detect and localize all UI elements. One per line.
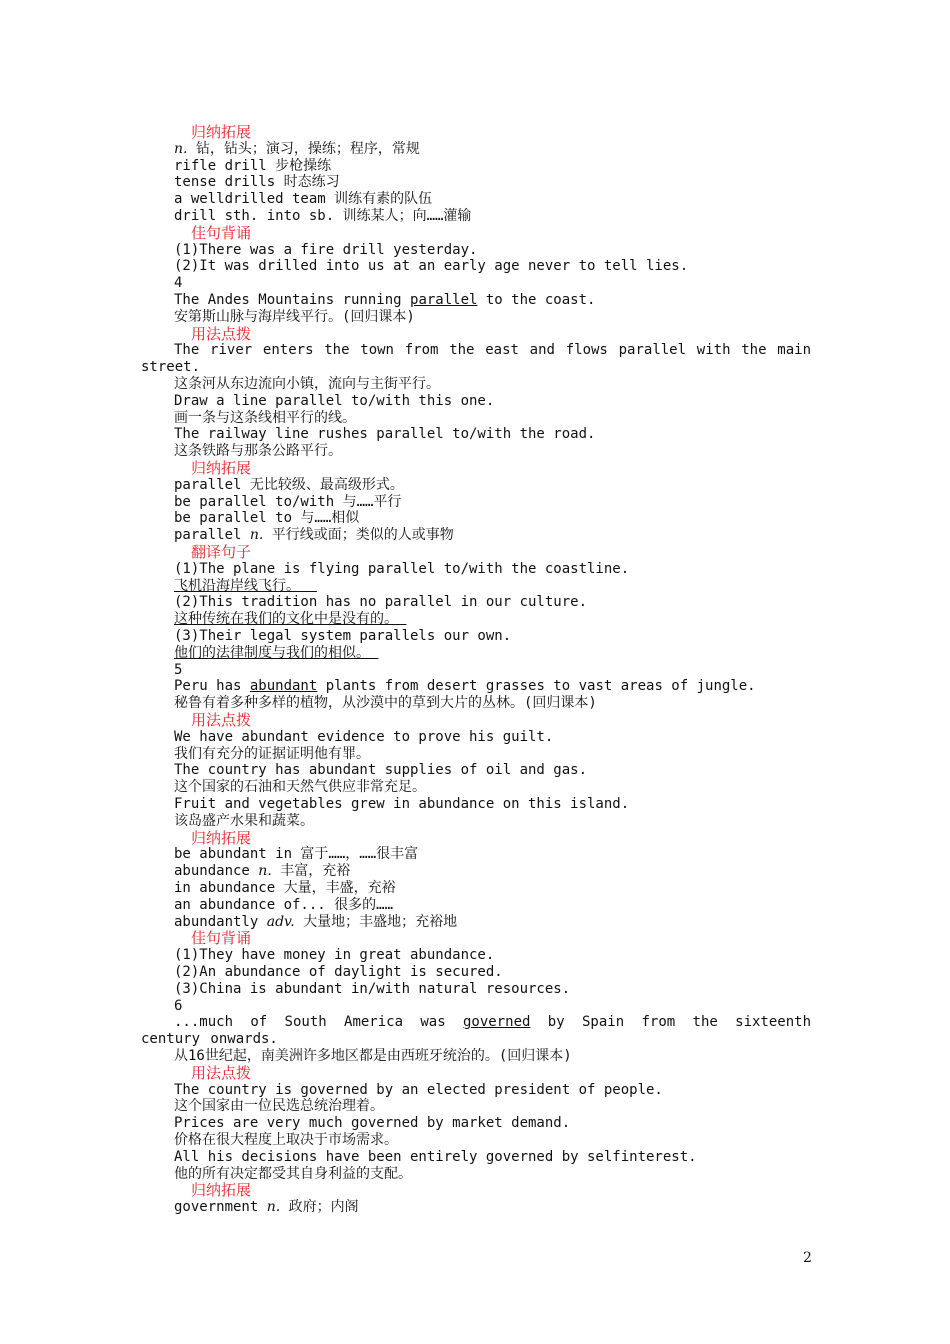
text-line (174, 527, 814, 544)
text-line (141, 1014, 811, 1048)
text-segment: 归纳拓展 (191, 828, 252, 847)
text-line (174, 594, 814, 611)
text-segment: (3)China is abundant in/with natural resources. (174, 980, 571, 997)
text-line (174, 158, 814, 175)
text-segment: (1)There was a fire drill yesterday. (174, 241, 478, 258)
text-segment: parallel (174, 527, 250, 544)
text-line (174, 914, 814, 931)
text-segment: (2)It was drilled into us at an early age never to tell lies. (174, 258, 689, 275)
text-segment: plants from desert grasses to vast areas of jungle. (317, 678, 756, 695)
text-segment: parallel 无比较级、最高级形式。 (174, 476, 404, 493)
text-segment: (1)The plane is flying parallel to/with the coastline. (174, 560, 630, 577)
text-segment: ...much of South America was (174, 1014, 463, 1031)
text-segment: tense drills 时态练习 (174, 174, 340, 191)
text-line (174, 998, 814, 1015)
text-line (174, 1149, 814, 1166)
text-line (174, 746, 814, 763)
text-segment: Prices are very much governed by market demand. (174, 1115, 571, 1132)
text-line (174, 1115, 814, 1132)
text-segment: be abundant in 富于……，……很丰富 (174, 846, 419, 863)
text-segment: (2)An abundance of daylight is secured. (174, 964, 503, 980)
text-line (174, 611, 814, 628)
page-number: 2 (803, 1250, 812, 1266)
text-line (174, 510, 814, 527)
text-segment: to the coast. (477, 292, 596, 308)
text-line (174, 275, 814, 292)
text-line (174, 561, 814, 578)
text-segment: 归纳拓展 (191, 1181, 252, 1200)
text-segment: The country has abundant supplies of oil and gas. (174, 762, 588, 779)
text-line (174, 779, 814, 796)
text-line (174, 477, 814, 494)
text-segment: governed (463, 1014, 531, 1031)
text-line (174, 863, 814, 880)
text-segment: 4 (174, 275, 183, 292)
text-line (174, 393, 814, 410)
text-line (174, 426, 814, 443)
text-segment: a welldrilled team 训练有素的队伍 (174, 191, 433, 208)
text-segment: n. (266, 1199, 281, 1216)
text-segment: 用法点拨 (191, 324, 252, 343)
text-segment: in abundance 大量，丰盛，充裕 (174, 880, 396, 896)
text-segment: 用法点拨 (191, 711, 252, 729)
text-segment: 这个国家的石油和天然气供应非常充足。 (174, 779, 426, 796)
text-line (174, 1132, 814, 1149)
text-segment: 秘鲁有着多种多样的植物，从沙漠中的草到大片的丛林。(回归课本) (174, 695, 597, 712)
text-segment: abundance (174, 863, 259, 880)
section-heading (191, 930, 831, 947)
text-line (174, 846, 814, 863)
section-heading (191, 326, 831, 343)
text-line (174, 947, 814, 964)
text-segment: All his decisions have been entirely governed by selfinterest. (174, 1148, 697, 1165)
text-line (174, 678, 814, 695)
text-line (174, 1098, 814, 1115)
text-segment: 归纳拓展 (191, 123, 252, 141)
text-line (174, 796, 814, 813)
text-segment: 丰富，充裕 (271, 863, 351, 880)
text-line (174, 628, 814, 645)
text-line (174, 141, 814, 158)
text-segment: 从16世纪起，南美洲许多地区都是由西班牙统治的。(回归课本) (174, 1048, 572, 1064)
text-segment: 安第斯山脉与海岸线平行。(回归课本) (174, 308, 415, 325)
text-segment: be parallel to/with 与……平行 (174, 493, 402, 510)
text-line (174, 897, 814, 914)
text-line (141, 342, 811, 376)
section-heading (191, 712, 831, 729)
text-segment: (1)They have money in great abundance. (174, 947, 495, 964)
text-line (174, 880, 814, 897)
text-segment: n. (249, 527, 264, 544)
text-segment: 政府；内阁 (280, 1199, 359, 1216)
section-heading (191, 1065, 831, 1082)
section-heading (191, 124, 831, 141)
text-line (174, 762, 814, 779)
text-line (174, 813, 814, 830)
text-segment: 该岛盛产水果和蔬菜。 (174, 812, 314, 829)
text-segment: 画一条与这条线相平行的线。 (174, 409, 356, 426)
text-segment: 我们有充分的证据证明他有罪。 (174, 745, 370, 762)
text-segment: 大量地；丰盛地；充裕地 (294, 913, 458, 930)
text-line (174, 1199, 814, 1216)
text-line (174, 443, 814, 460)
text-segment: abundant (249, 678, 318, 695)
text-segment: abundantly (174, 913, 267, 930)
text-segment: The country is governed by an elected president of people. (174, 1081, 663, 1098)
text-line (174, 662, 814, 679)
text-segment: 他们的法律制度与我们的相似。 (174, 644, 379, 661)
text-segment: rifle drill 步枪操练 (174, 157, 332, 174)
text-line (174, 208, 814, 225)
text-segment: Draw a line parallel to/with this one. (174, 392, 495, 409)
text-segment: drill sth. into sb. 训练某人；向……灌输 (174, 208, 472, 224)
section-heading (191, 460, 831, 477)
text-line (174, 964, 814, 981)
text-segment: (2)This tradition has no parallel in our culture. (174, 594, 588, 611)
text-segment: 6 (174, 997, 183, 1014)
text-line (174, 242, 814, 259)
section-heading (191, 830, 831, 847)
text-segment: 他的所有决定都受其自身利益的支配。 (174, 1165, 412, 1182)
text-segment: 5 (174, 661, 183, 678)
text-segment: 用法点拨 (191, 1063, 252, 1082)
text-line (174, 309, 814, 326)
section-heading (191, 225, 831, 242)
text-segment: 平行线或面；类似的人或事物 (263, 527, 454, 544)
text-line (174, 729, 814, 746)
text-segment: 这条铁路与那条公路平行。 (174, 443, 342, 460)
text-segment: n. (258, 863, 272, 880)
text-segment: 这个国家由一位民选总统治理着。 (174, 1098, 384, 1115)
text-segment: 佳句背诵 (191, 929, 252, 948)
text-line (174, 695, 814, 712)
text-line (174, 1166, 814, 1183)
text-segment: be parallel to 与……相似 (174, 510, 360, 527)
text-segment: by Spain from the sixteenth century onwards. (141, 1014, 811, 1048)
text-segment: Fruit and vegetables grew in abundance on this island. (174, 796, 630, 812)
text-line (174, 981, 814, 998)
text-segment: 飞机沿海岸线飞行。 (174, 577, 317, 594)
text-segment: an abundance of... 很多的…… (174, 896, 394, 913)
text-segment: 价格在很大程度上取决于市场需求。 (174, 1132, 398, 1148)
text-line (174, 258, 814, 275)
text-line (174, 174, 814, 191)
text-segment: The Andes Mountains running (174, 292, 411, 308)
text-line (174, 494, 814, 511)
text-line (174, 645, 814, 662)
text-line (174, 410, 814, 427)
text-segment: 这条河从东边流向小镇，流向与主街平行。 (174, 376, 440, 392)
text-line (174, 578, 814, 595)
text-segment: 佳句背诵 (191, 223, 252, 242)
text-line (174, 1082, 814, 1099)
text-segment: The railway line rushes parallel to/with the road. (174, 426, 596, 443)
text-line (174, 1048, 814, 1065)
text-line (174, 292, 814, 309)
text-segment: 翻译句子 (191, 543, 252, 561)
text-segment: parallel (410, 292, 478, 308)
text-segment: 钻，钻头；演习，操练；程序，常规 (187, 140, 420, 157)
section-heading (191, 1182, 831, 1199)
text-segment: 归纳拓展 (191, 459, 252, 477)
text-segment: n. (174, 140, 188, 157)
text-segment: government (174, 1199, 267, 1216)
text-line (174, 376, 814, 393)
text-segment: (3)Their legal system parallels our own. (174, 628, 512, 644)
text-line (174, 191, 814, 208)
text-segment: The river enters the town from the east and flows parallel with the main street. (141, 342, 811, 376)
text-segment: 这种传统在我们的文化中是没有的。 (174, 611, 407, 628)
text-segment: We have abundant evidence to prove his guilt. (174, 728, 554, 745)
text-segment: Peru has (174, 678, 250, 695)
text-segment: adv. (266, 913, 295, 930)
section-heading (191, 544, 831, 561)
